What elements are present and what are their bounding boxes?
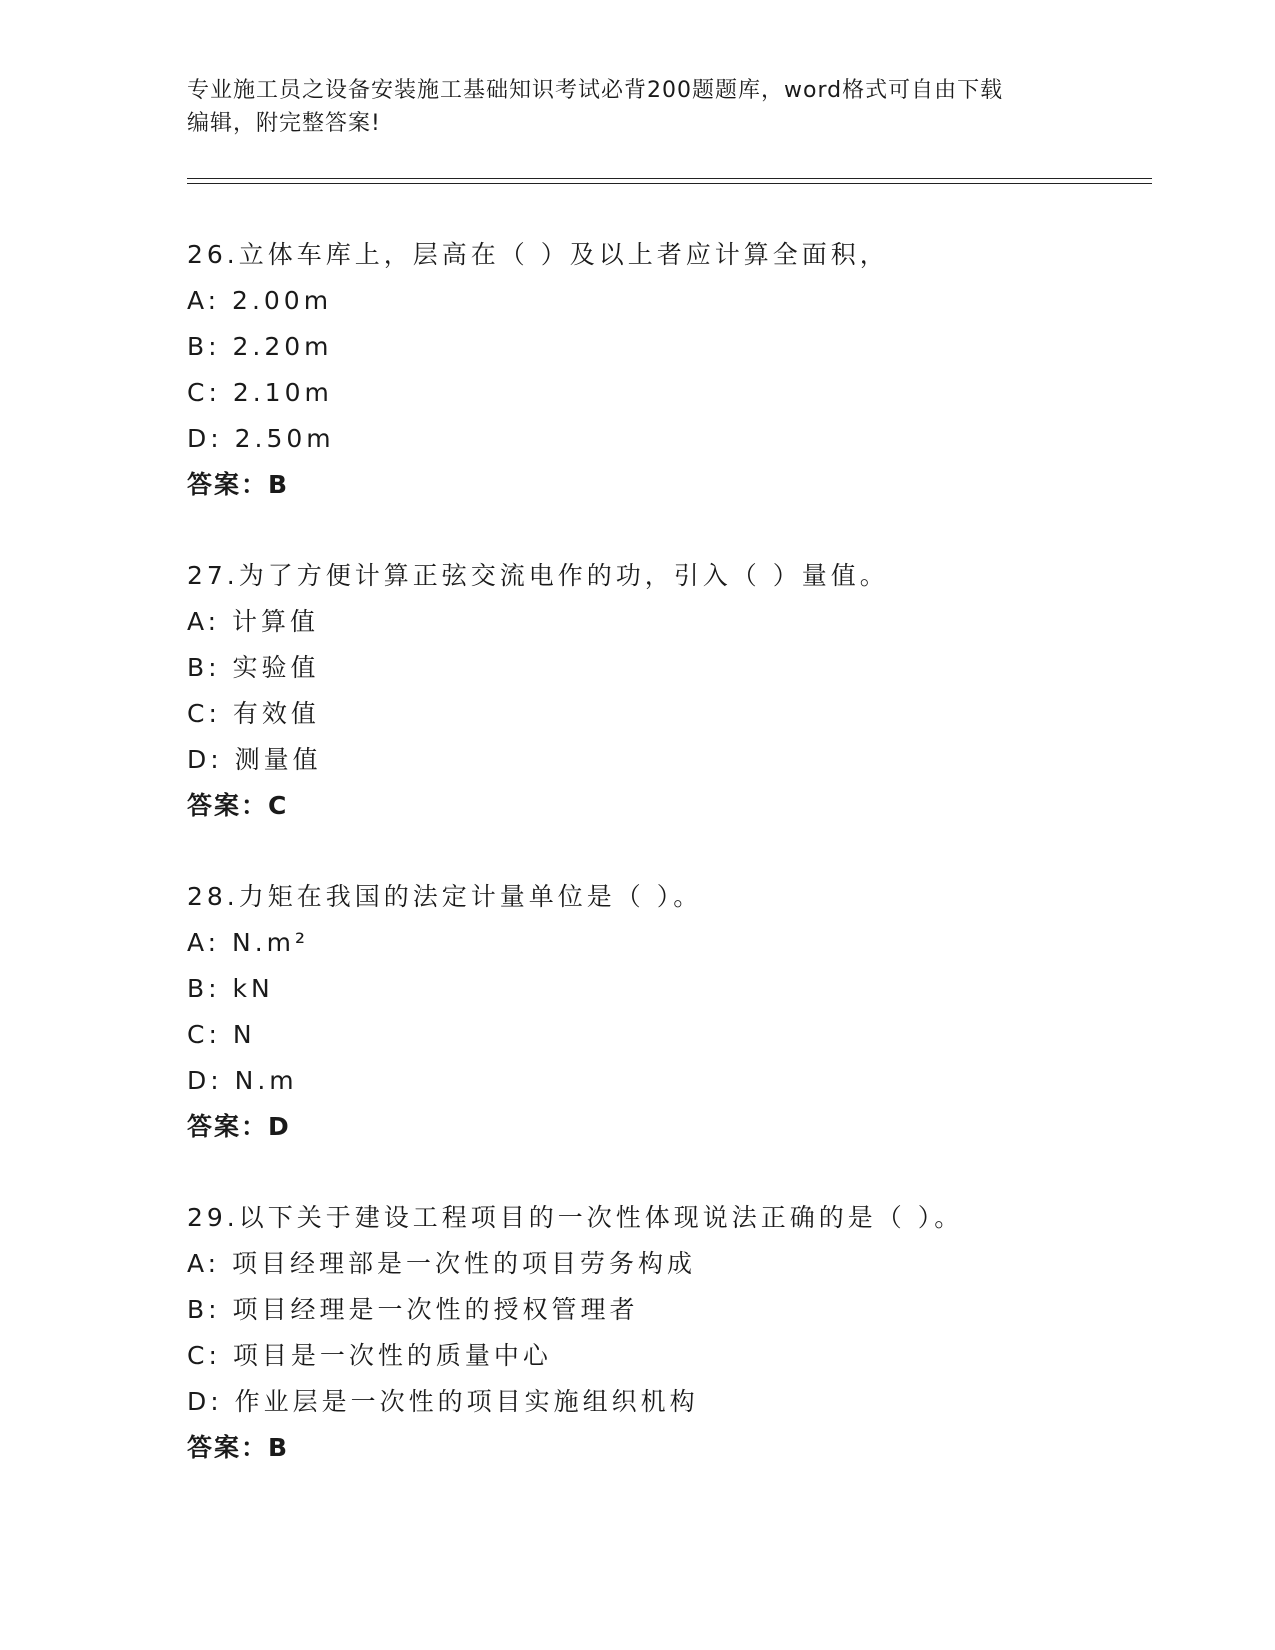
option-b: B: 实验值: [187, 653, 320, 682]
option-d: D: 2.50m: [187, 424, 335, 453]
answer-label: 答案：: [187, 791, 269, 820]
option-b: B: 2.20m: [187, 332, 333, 361]
option-d: D: N.m: [187, 1066, 298, 1095]
option-d: D: 作业层是一次性的项目实施组织机构: [187, 1387, 699, 1416]
header-line-1: 专业施工员之设备安装施工基础知识考试必背200题题库，word格式可自由下载: [187, 78, 1004, 103]
question-title: 29.以下关于建设工程项目的一次性体现说法正确的是（ ）。: [187, 1203, 964, 1232]
answer-line: [187, 1104, 1147, 1150]
option-a: A: 2.00m: [187, 286, 333, 315]
option-c: C: N: [187, 1020, 256, 1049]
answer-line: [187, 1425, 1147, 1471]
question-title: 26.立体车库上，层高在（ ）及以上者应计算全面积，: [187, 240, 889, 269]
answer-line: [187, 462, 1147, 508]
option-a: A: N.m²: [187, 928, 310, 957]
option-a: A: 计算值: [187, 607, 320, 636]
option-c: C: 项目是一次性的质量中心: [187, 1341, 552, 1370]
option-c: C: 有效值: [187, 699, 320, 728]
question-27: [187, 553, 1147, 829]
question-28: [187, 874, 1147, 1150]
answer-label: 答案：: [187, 1112, 269, 1141]
option-d: D: 测量值: [187, 745, 322, 774]
option-c: C: 2.10m: [187, 378, 333, 407]
header-line-2: 编辑，附完整答案!: [187, 111, 381, 136]
document-header: [187, 74, 1087, 140]
answer-value: B: [268, 470, 290, 499]
answer-line: [187, 783, 1147, 829]
question-29: [187, 1195, 1147, 1471]
option-b: B: 项目经理是一次性的授权管理者: [187, 1295, 639, 1324]
answer-value: D: [268, 1112, 291, 1141]
answer-label: 答案：: [187, 1433, 269, 1462]
answer-value: B: [268, 1433, 290, 1462]
answer-value: C: [268, 791, 289, 820]
header-divider-top: [187, 178, 1152, 179]
question-26: [187, 232, 1147, 508]
answer-label: 答案：: [187, 470, 269, 499]
option-a: A: 项目经理部是一次性的项目劳务构成: [187, 1249, 697, 1278]
question-title: 27.为了方便计算正弦交流电作的功，引入（ ）量值。: [187, 561, 889, 590]
header-divider-bottom: [187, 183, 1152, 184]
option-b: B: kN: [187, 974, 274, 1003]
question-title: 28.力矩在我国的法定计量单位是（ ）。: [187, 882, 703, 911]
